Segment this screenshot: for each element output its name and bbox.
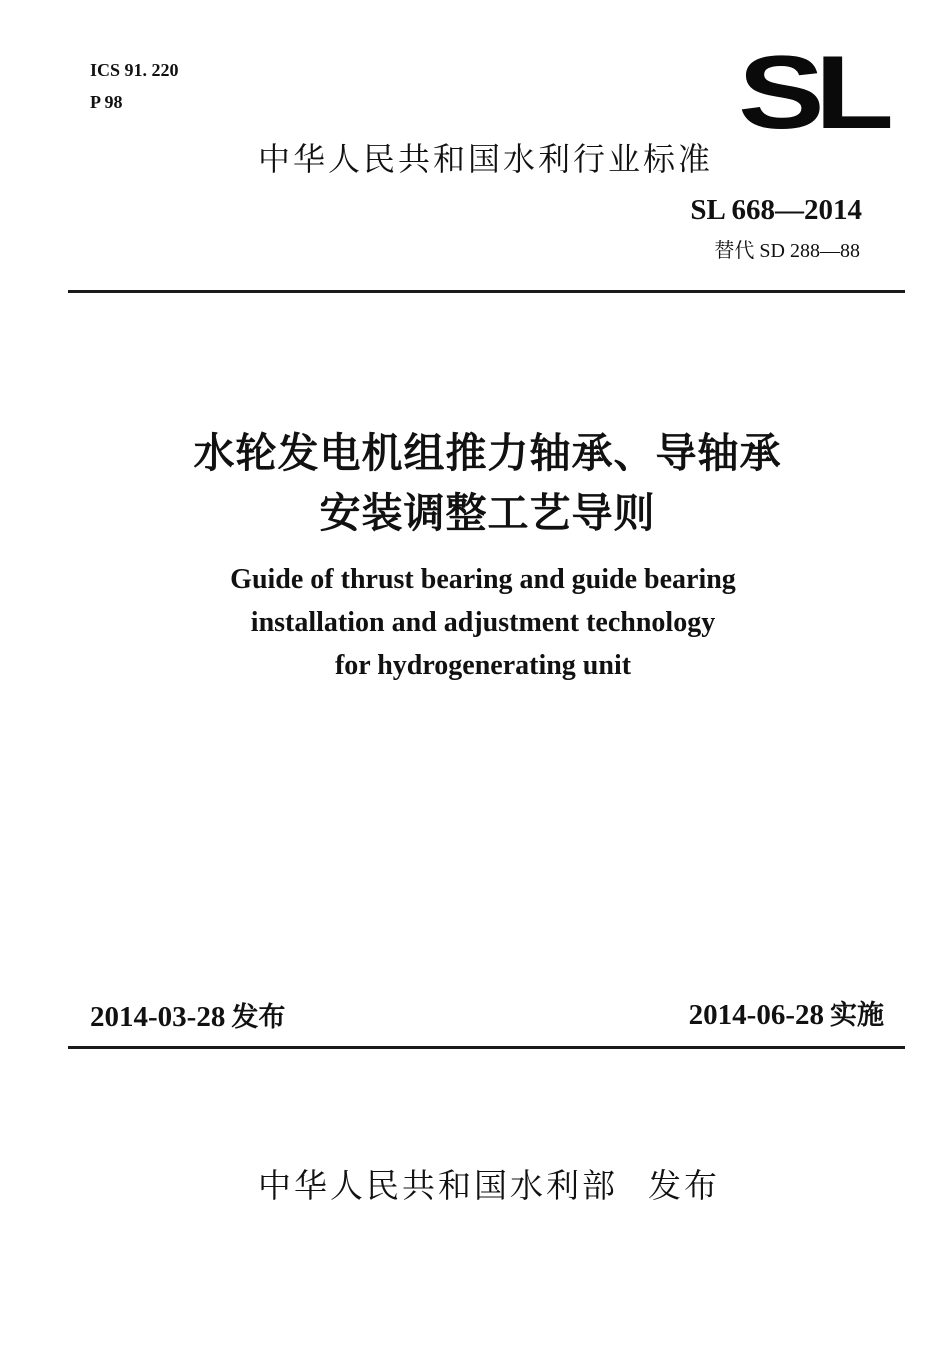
title-cn-line-1: 水轮发电机组推力轴承、导轴承 — [193, 429, 782, 477]
title-en-line-3: for hydrogenerating unit — [334, 650, 632, 681]
replaces-standard: 替代 SD 288—88 — [714, 240, 860, 262]
publisher-line — [258, 1160, 720, 1207]
effective-label: 实施 — [830, 1000, 884, 1031]
publisher-name: 中华人民共和国水利部 — [258, 1166, 618, 1205]
ics-code: ICS 91. 220 — [90, 60, 179, 80]
class-code: P 98 — [90, 92, 123, 112]
effective-date-block — [689, 993, 884, 1032]
issued-date-block — [90, 995, 285, 1034]
issued-label: 发布 — [231, 1002, 286, 1033]
standard-number: SL 668—2014 — [690, 194, 862, 226]
classification-block — [90, 54, 179, 118]
sl-logo: SL — [738, 35, 885, 151]
title-en-line-2: installation and adjustment technology — [250, 607, 716, 638]
issued-date: 2014-03-28 — [90, 1001, 226, 1033]
title-en-line-1: Guide of thrust bearing and guide bearing — [230, 564, 736, 595]
title-en — [0, 558, 950, 687]
industry-standard-label: 中华人民共和国水利行业标准 — [258, 140, 714, 178]
bottom-divider — [68, 1046, 905, 1049]
publish-verb: 发布 — [648, 1166, 720, 1205]
title-cn-line-2: 安装调整工艺导则 — [319, 489, 656, 537]
effective-date: 2014-06-28 — [688, 999, 824, 1031]
top-divider — [68, 290, 905, 293]
